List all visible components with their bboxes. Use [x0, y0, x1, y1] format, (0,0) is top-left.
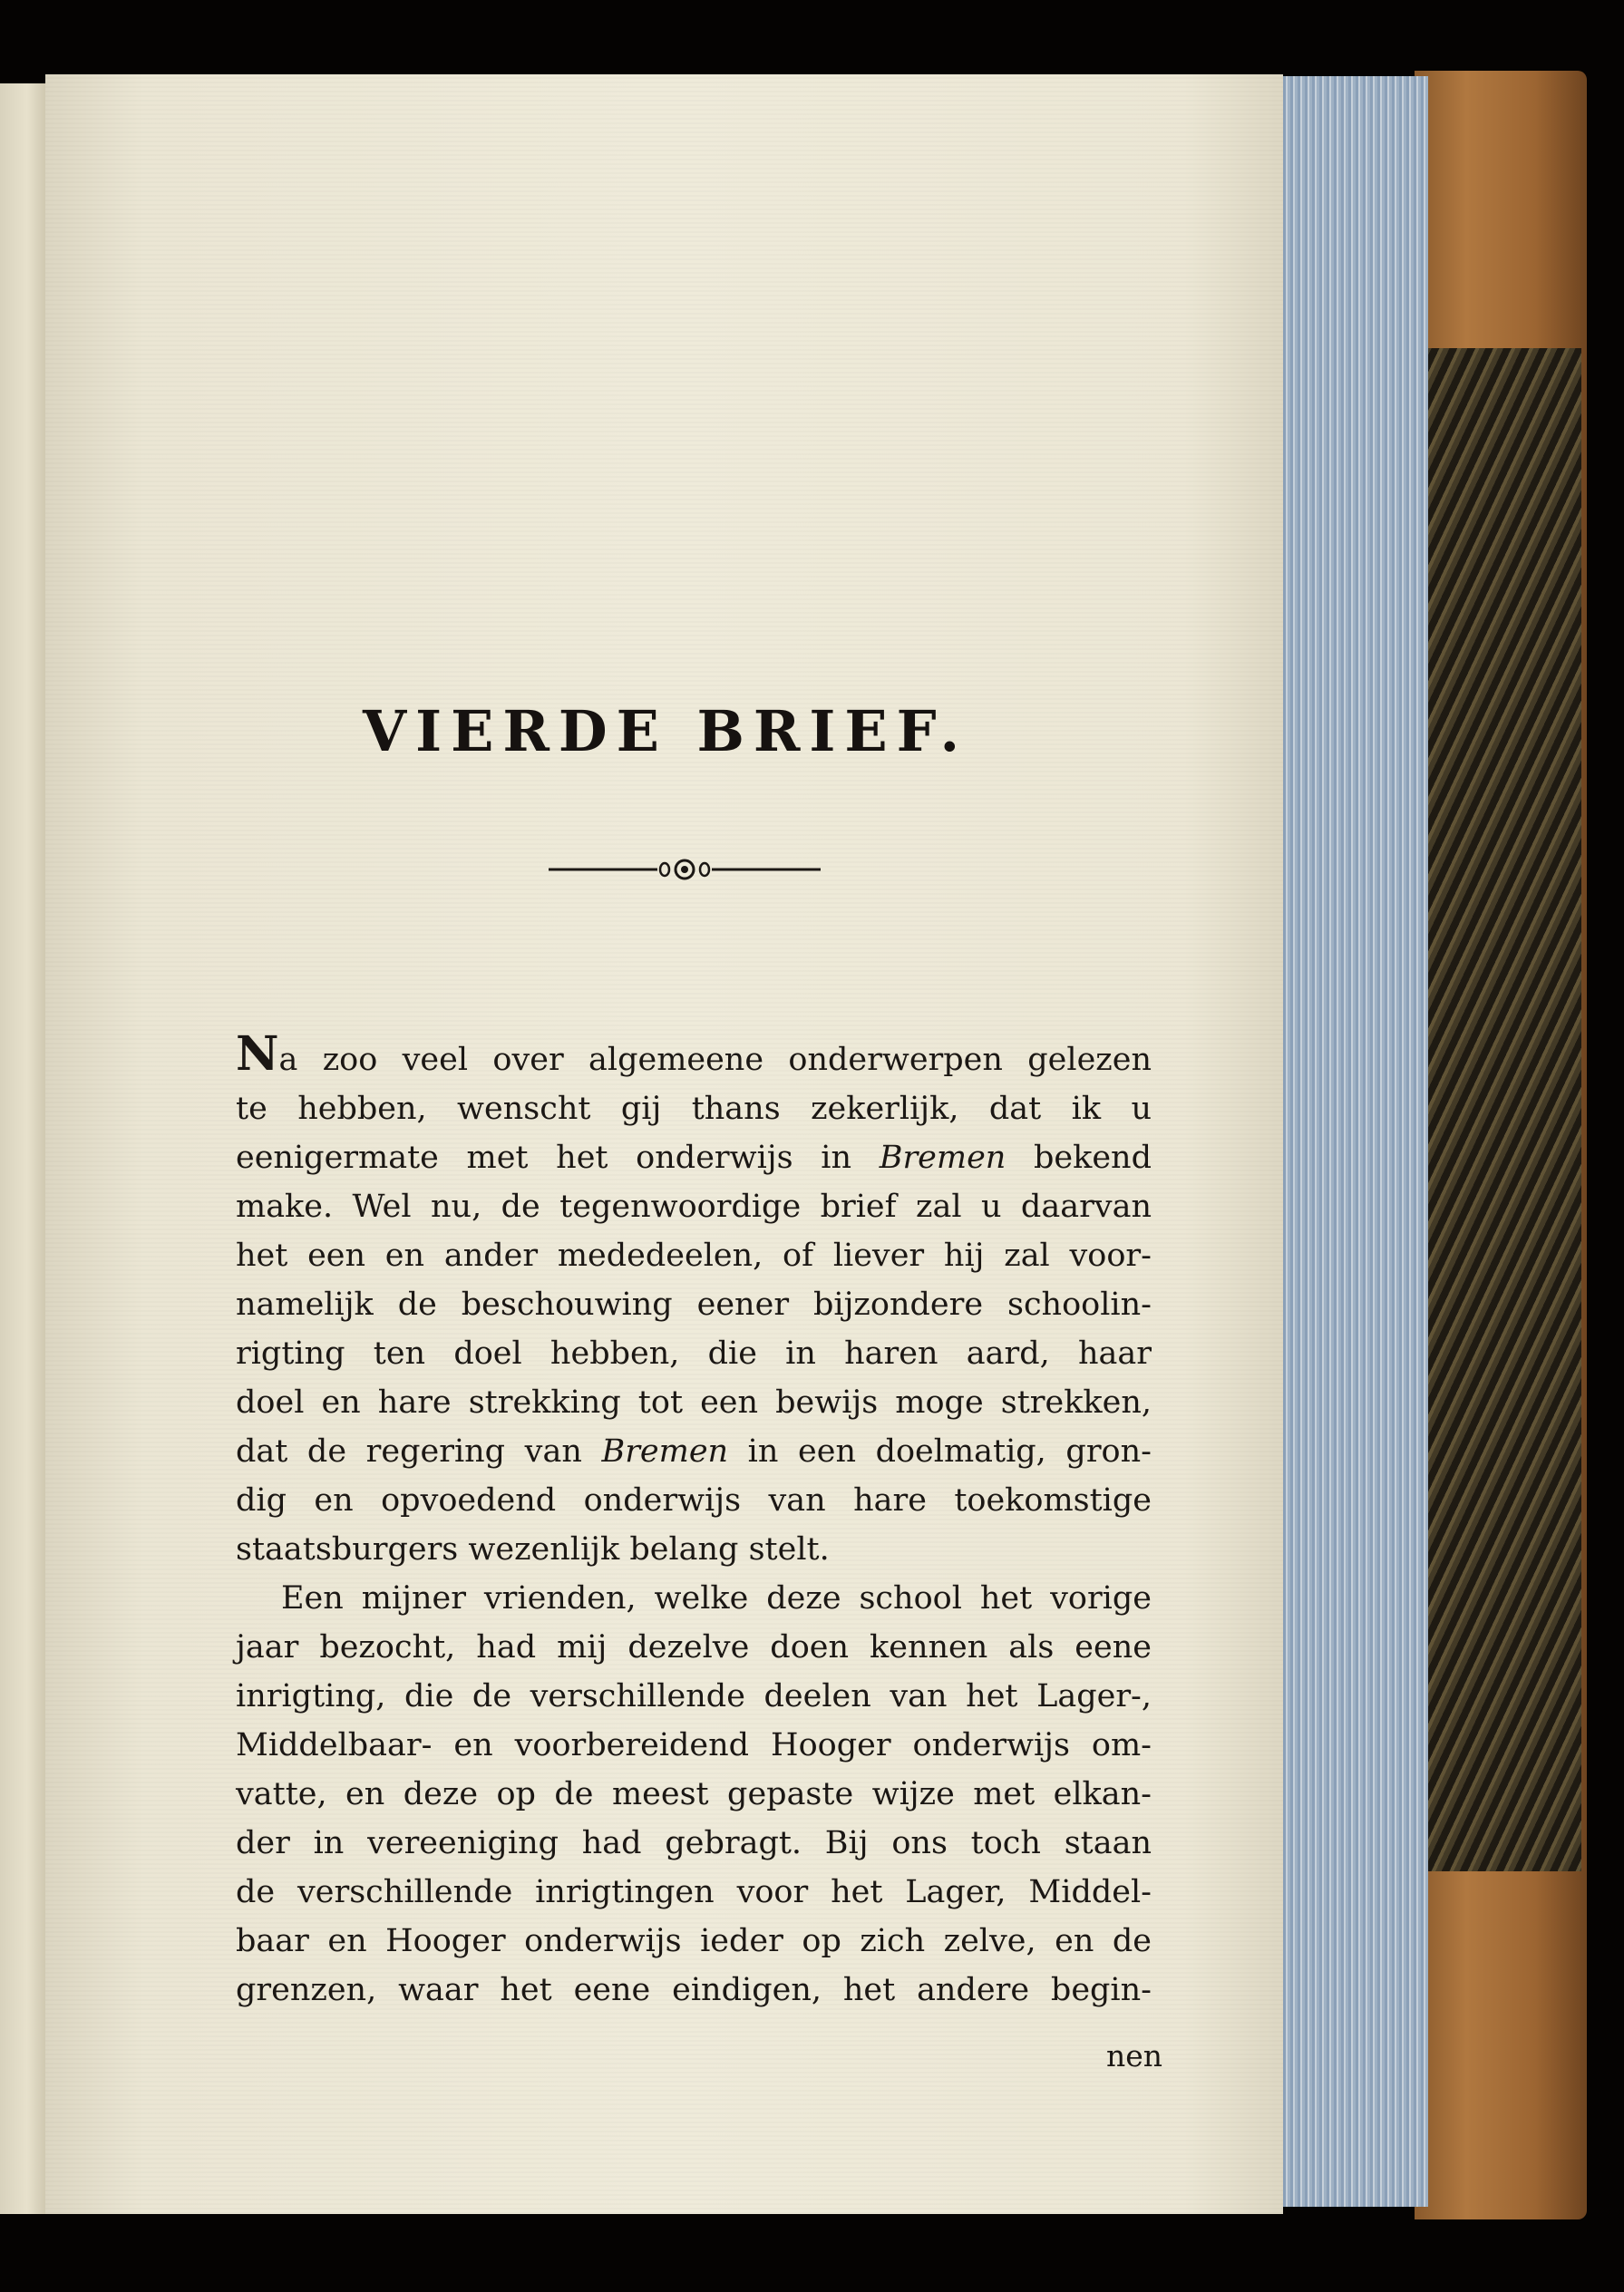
body-text: [236, 1026, 1152, 2015]
title-ornament: [549, 858, 821, 881]
text-line: de verschillende inrigtingen voor het Lager, Middel-: [236, 1874, 1152, 1910]
text-line: staatsburgers wezenlijk belang stelt.: [236, 1531, 830, 1568]
text-line: inrigting, die de verschillende deelen van het Lager-,: [236, 1678, 1152, 1714]
text-line: jaar bezocht, had mij dezelve doen kennen als eene: [236, 1629, 1152, 1666]
text-line: namelijk de beschouwing eener bijzondere schoolin-: [236, 1287, 1152, 1323]
text-line: dat de regering van Bremen in een doelmatig, gron-: [236, 1433, 1152, 1470]
text-line: rigting ten doel hebben, die in haren aard, haar: [236, 1335, 1152, 1372]
text-line: make. Wel nu, de tegenwoordige brief zal u daarvan: [236, 1189, 1152, 1225]
text-line: Na zoo veel over algemeene onderwerpen gelezen: [236, 1026, 1152, 1082]
catchword: nen: [1106, 2038, 1163, 2073]
text-line: der in vereeniging had gebragt. Bij ons toch staan: [236, 1825, 1152, 1861]
text-line: het een en ander mededeelen, of liever hij zal voor-: [236, 1238, 1152, 1274]
text-line: Een mijner vrienden, welke deze school het vorige: [281, 1580, 1152, 1617]
text-line: doel en hare strekking tot een bewijs moge strekken,: [236, 1384, 1152, 1421]
drop-cap: N: [236, 1026, 279, 1082]
text-line: Middelbaar- en voorbereidend Hooger onderwijs om-: [236, 1727, 1152, 1763]
text-line: eenigermate met het onderwijs in Bremen bekend: [236, 1140, 1152, 1176]
text-line: te hebben, wenscht gij thans zekerlijk, dat ik u: [236, 1091, 1152, 1127]
text-line: vatte, en deze op de meest gepaste wijze met elkan-: [236, 1776, 1152, 1812]
text-line: dig en opvoedend onderwijs van hare toekomstige: [236, 1482, 1152, 1519]
text-line: baar en Hooger onderwijs ieder op zich zelve, en de: [236, 1923, 1152, 1959]
marbled-cover: [1425, 348, 1581, 1871]
chapter-title: VIERDE BRIEF.: [363, 698, 969, 764]
text-line: grenzen, waar het eene eindigen, het andere begin-: [236, 1972, 1152, 2008]
page-block-edges: [1281, 76, 1428, 2207]
book-page: [45, 74, 1283, 2214]
facing-page-edge: [0, 83, 45, 2214]
